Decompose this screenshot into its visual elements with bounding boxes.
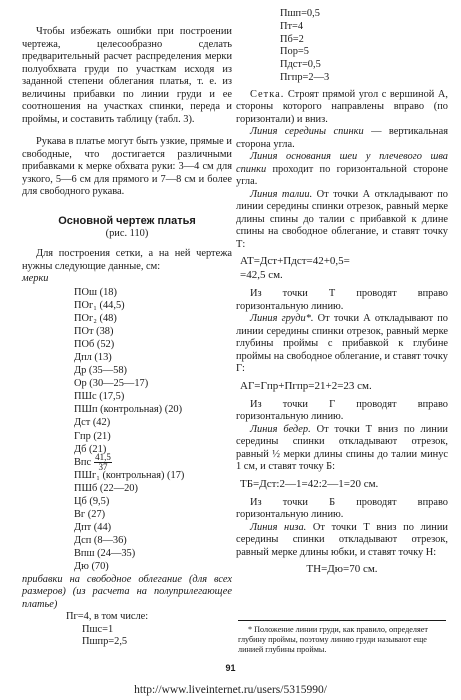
footnote: * Положение линии груди, как правило, определяет глубину проймы, поэтому линию груди называют еще линией глубины проймы. — [238, 620, 446, 655]
measure-item: Дст (42) — [74, 417, 111, 429]
measure-item: ПШг₁ (контрольная) (17) — [74, 469, 185, 481]
measure-item-fraction — [74, 451, 232, 472]
horizontal-line-b-paragraph: Из точки Б проводят вправо горизонтальную линию. — [236, 496, 448, 521]
pg-line: Пг=4, в том числе: — [66, 611, 149, 623]
allowance-item: Пдст=0,5 — [280, 59, 321, 71]
chest-line-lead: Линия груди*. — [250, 313, 314, 325]
measure-item: ПОб (52) — [74, 338, 115, 350]
back-center-line-lead: Линия середины спинки — [250, 126, 364, 138]
allowance-item: Пгпр=2—3 — [280, 71, 330, 83]
grid-paragraph-lead: Сетка. — [250, 88, 285, 100]
measure-item: Ор (30—25—17) — [74, 378, 149, 390]
formula-tn: ТН=Дю=70 см. — [306, 563, 378, 576]
measure-item: Др (35—58) — [74, 365, 127, 377]
measure-item: Дпт (44) — [74, 522, 112, 534]
hem-line-lead: Линия низа. — [250, 521, 307, 533]
page-number: 91 — [225, 663, 236, 673]
waist-line-paragraph — [236, 189, 448, 252]
vpc-denominator: 37 — [98, 461, 108, 472]
allowance-item: Пшп=0,5 — [280, 8, 320, 19]
allowance-item: Пб=2 — [280, 33, 304, 45]
section-heading-figure-ref: (рис. 110) — [105, 227, 149, 239]
grid-paragraph — [236, 89, 448, 127]
neck-base-line-paragraph — [236, 151, 448, 189]
allowance-item: Пор=5 — [280, 46, 309, 58]
chest-line-paragraph — [236, 313, 448, 376]
back-center-line-text: — вертикальная сторона угла. — [236, 126, 448, 150]
left-column — [22, 26, 232, 649]
measure-item: Дсп (8—36) — [74, 535, 127, 547]
back-center-line-paragraph — [236, 126, 448, 151]
horizontal-line-t-paragraph: Из точки Т проводят вправо горизонтальную линию. — [236, 288, 448, 312]
measures-label: мерки — [22, 273, 49, 284]
hip-line-text: От точки Т вниз по линии середины спинки откладывают отрезок, равный ½ мерки длины спины до талии минус 1 см, и ставят точку Б: — [236, 423, 448, 473]
measure-item: ПШс (17,5) — [74, 391, 125, 403]
hem-line-text: От точки Т вниз по линии середины спинки откладывают отрезок, равный мерке длины юбки, и ставят точку Н: — [236, 521, 448, 558]
pg-sub-list — [82, 624, 232, 649]
right-column — [236, 8, 448, 582]
hem-line-paragraph — [236, 522, 448, 560]
measure-item: Вг (27) — [74, 509, 106, 521]
measure-item: Гпр (21) — [74, 430, 111, 442]
pg-sub-item: Пшпр=2,5 — [82, 636, 128, 648]
measure-item: ПОг₁ (44,5) — [74, 299, 125, 311]
vpc-label: Впс — [74, 456, 92, 468]
waist-line-lead: Линия талии. — [250, 188, 313, 200]
measure-item: Впш (24—35) — [74, 548, 136, 560]
measure-item: Цб (9,5) — [74, 496, 110, 507]
measure-item: ПОт (38) — [74, 325, 114, 337]
allowances-list — [280, 8, 448, 85]
measure-item: ПШб (22—20) — [74, 482, 138, 494]
neck-base-line-lead: Линия основания шеи у плечевого шва спинки — [236, 151, 448, 175]
vpc-numerator: 41,5 — [95, 451, 111, 462]
allowances-paragraph: прибавки на свободное облегание (для всех размеров) (из расчета на полуприлегающее платье) — [22, 573, 232, 610]
measure-item: Дю (70) — [74, 561, 109, 573]
measure-item: Дпл (13) — [74, 351, 112, 363]
measures-list — [74, 286, 232, 574]
waist-line-text: От точки А откладывают по линии середины спинки отрезок, равный мерке длины спины до талии с прибавкой к длине спины на свободное облегание, и ставят точку Т: — [236, 188, 449, 250]
measure-item: Дб (21) — [74, 443, 107, 455]
chest-line-text: От точки А откладывают по линии середины спинки отрезок, равный мерке глубины проймы с прибавкой к глубине проймы на свободное облегание, и ставят точку Г: — [236, 313, 449, 375]
horizontal-line-g-paragraph: Из точки Г проводят вправо горизонтальную линию. — [236, 398, 448, 423]
measure-item: ПОг₂ (48) — [74, 312, 117, 324]
allowance-item: Пт=4 — [280, 20, 304, 32]
formula-tb: ТБ=Дст:2—1=42:2—1=20 см. — [240, 477, 379, 490]
pg-sub-item: Пшс=1 — [82, 623, 114, 635]
hip-line-paragraph — [236, 424, 448, 474]
formula-at: АТ=Дст+Пдст=42+0,5= =42,5 см. — [240, 255, 350, 282]
measure-item: ПШп (контрольная) (20) — [74, 404, 183, 416]
intro-paragraph-1: Чтобы избежать ошибки при построении чертежа, целесообразно сделать предварительный расчет распределения мерки полуобхвата груди по участкам исходя из заданной степени облегания платья, т. е. из величины прибавки по линии груди и ее соотношения на участках спинки, переда и проймы, и составить таблицу (табл. 3). — [22, 26, 232, 125]
formula-ag: АГ=Гпр+Пгпр=21+2=23 см. — [240, 379, 372, 392]
watermark-url: http://www.liveinternet.ru/users/5315990/ — [134, 684, 327, 696]
measure-item: ПОш (18) — [74, 286, 117, 298]
intro-paragraph-2: Рукава в платье могут быть узкие, прямые и свободные, что достигается различными прибавками к мерке обхвата руки: 3—4 см для узкого, 5—6 см для прямого и 7—8 см и более для свободного рукава. — [22, 136, 232, 197]
neck-base-line-text: проходит по горизонтальной стороне угла. — [236, 163, 448, 188]
grid-paragraph-text: Строят прямой угол с вершиной А, стороны которого направлены вправо (по горизонтали) и вниз. — [236, 88, 448, 125]
grid-intro-paragraph: Для построения сетки, а на ней чертежа нужны следующие данные, см: — [22, 248, 232, 272]
section-heading: Основной чертеж платья — [58, 214, 196, 227]
hip-line-lead: Линия бедер. — [250, 423, 311, 435]
